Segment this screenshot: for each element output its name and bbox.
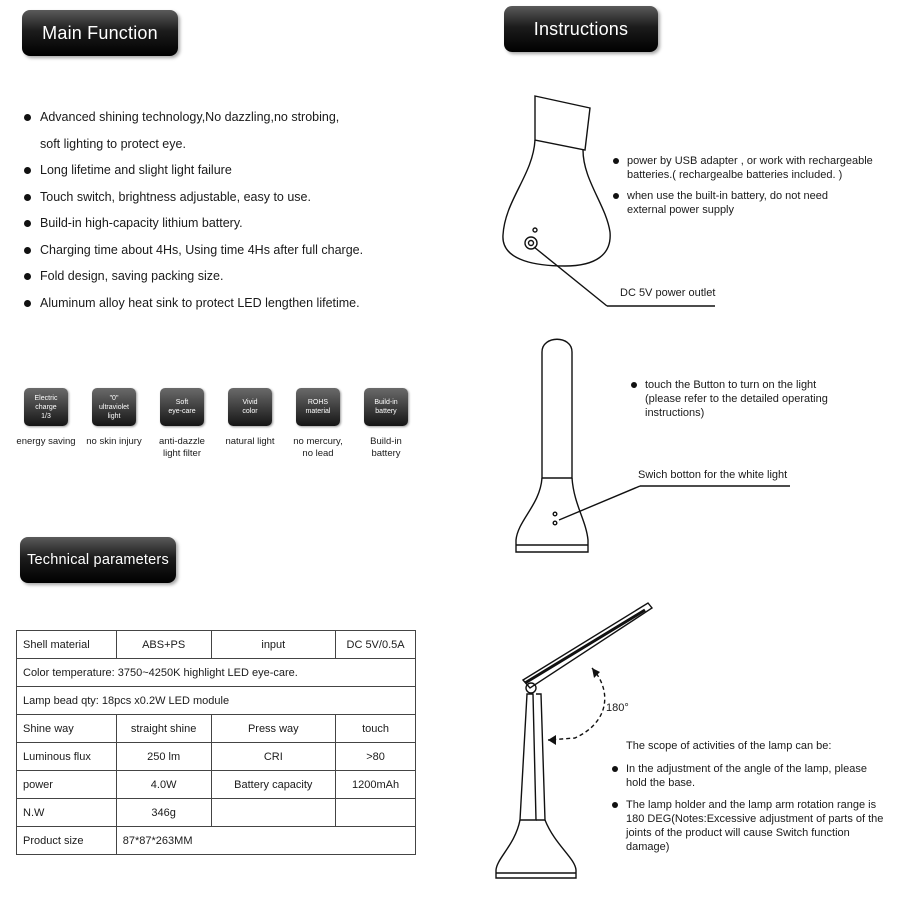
table-cell: Shine way [17,715,117,743]
table-cell: input [211,631,336,659]
scope-item-rotation: The lamp holder and the lamp arm rotation range is 180 DEG(Notes:Excessive adjustment of parts of the joints of the product will cause Switch function damage) [626,798,886,854]
table-cell: >80 [336,743,416,771]
list-item: Fold design, saving packing size. [22,263,462,290]
feature-badge-energy: Electric charge 1/3 [24,388,68,426]
table-cell: Color temperature: 3750~4250K highlight LED eye-care. [17,659,416,687]
feature-badge-vivid-color: Vivid color [228,388,272,426]
main-function-header: Main Function [22,10,178,56]
usb-power-note: power by USB adapter , or work with rechargeable batteries.( rechargealbe batteries included. ) [627,154,897,182]
table-cell: Press way [211,715,336,743]
touch-button-note: touch the Button to turn on the light (please refer to the detailed operating instructions) [645,378,855,420]
feature-badge-rohs: ROHS material [296,388,340,426]
switch-button-label: Swich botton for the white light [638,469,788,481]
table-cell: Product size [17,827,117,855]
table-cell: ABS+PS [116,631,211,659]
table-cell: touch [336,715,416,743]
table-cell: 87*87*263MM [116,827,415,855]
table-cell: N.W [17,799,117,827]
bullet-icon [612,802,618,808]
list-item: Charging time about 4Hs, Using time 4Hs after full charge. [22,237,462,264]
table-cell: Lamp bead qty: 18pcs x0.2W LED module [17,687,416,715]
feature-badge-battery: Build-in battery [364,388,408,426]
list-item: Touch switch, brightness adjustable, easy to use. [22,184,462,211]
technical-parameters-header: Technical parameters [20,537,176,583]
list-item: Build-in high-capacity lithium battery. [22,210,462,237]
feature-badge-eye-care: Soft eye-care [160,388,204,426]
table-cell: straight shine [116,715,211,743]
table-cell: 1200mAh [336,771,416,799]
feature-label-ultraviolet: no skin injury [86,436,142,447]
bullet-icon [631,382,637,388]
scope-item-angle: In the adjustment of the angle of the lamp, please hold the base. [626,762,876,790]
table-cell: DC 5V/0.5A [336,631,416,659]
feature-badge-ultraviolet: "0" ultraviolet light [92,388,136,426]
feature-label-rohs: no mercury, no lead [293,436,343,459]
lamp-upright-icon [516,339,790,552]
list-item: Long lifetime and slight light failure [22,157,462,184]
list-item: Aluminum alloy heat sink to protect LED lengthen lifetime. [22,290,462,317]
dc-outlet-label: DC 5V power outlet [620,287,716,299]
list-item: Advanced shining technology,No dazzling,no strobing, [22,104,462,131]
table-cell: 250 lm [116,743,211,771]
table-cell: 4.0W [116,771,211,799]
list-item-continuation: soft lighting to protect eye. [40,136,186,151]
bullet-icon [612,766,618,772]
table-cell: Battery capacity [211,771,336,799]
table-cell: power [17,771,117,799]
table-cell: Luminous flux [17,743,117,771]
scope-title: The scope of activities of the lamp can be: [626,740,832,752]
feature-label-eye-care: anti-dazzle light filter [159,436,205,459]
battery-note: when use the built-in battery, do not need external power supply [627,189,847,217]
feature-label-vivid-color: natural light [225,436,275,447]
feature-label-energy: energy saving [16,436,76,447]
instructions-header: Instructions [504,6,658,52]
bullet-icon [613,193,619,199]
table-cell: Shell material [17,631,117,659]
table-cell: 346g [116,799,211,827]
bullet-icon [613,158,619,164]
rotation-angle-label: 180° [606,702,629,714]
table-cell: CRI [211,743,336,771]
feature-label-battery: Build-in battery [370,436,402,459]
